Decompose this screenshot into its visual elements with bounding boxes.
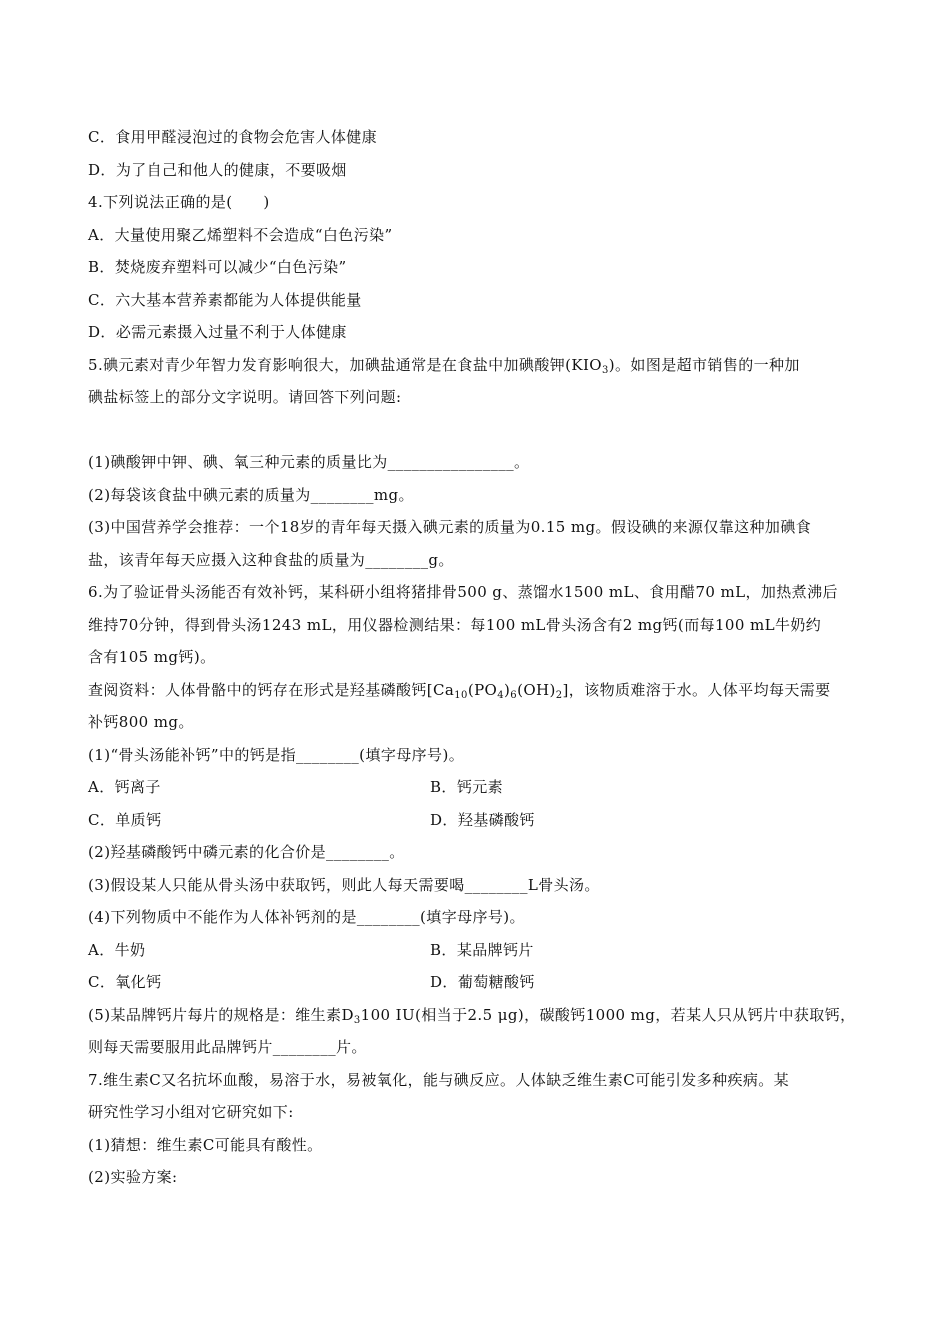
q5-part1: (1)碘酸钾中钾、碘、氧三种元素的质量比为________________。	[88, 453, 530, 471]
q6-part1-options-row2	[88, 804, 868, 837]
q6-part5-text-a: (5)某品牌钙片每片的规格是：维生素D	[88, 1005, 354, 1024]
q5-part2: (2)每袋该食盐中碘元素的质量为________mg。	[88, 485, 414, 504]
q7-stem-line1: 7.维生素C又名抗坏血酸，易溶于水，易被氧化，能与碘反应。人体缺乏维生素C可能引发多种疾病。某	[88, 1070, 790, 1089]
q4-option-b: B．焚烧废弃塑料可以减少“白色污染”	[88, 258, 347, 276]
q5-stem-subscript: 3	[602, 364, 609, 376]
q3-option-d: D．为了自己和他人的健康，不要吸烟	[88, 160, 347, 179]
q6-part4-option-a: A．牛奶	[88, 940, 146, 959]
q6-ref-text-c: )	[504, 680, 511, 699]
q4-option-a: A．大量使用聚乙烯塑料不会造成“白色污染”	[88, 225, 393, 244]
q6-part5-subscript: 3	[353, 1014, 361, 1026]
q6-reference-line1	[88, 674, 868, 707]
q5-stem-text-a: 5.碘元素对青少年智力发育影响很大，加碘盐通常是在食盐中加碘酸钾(KIO	[88, 355, 602, 374]
q6-ref-text-a: 查阅资料：人体骨骼中的钙存在形式是羟基磷酸钙[Ca	[88, 680, 455, 699]
q6-part2: (2)羟基磷酸钙中磷元素的化合价是________。	[88, 843, 405, 861]
q6-ref-sub1: 10	[454, 689, 468, 701]
q6-ref-text-b: (PO	[467, 680, 498, 699]
q6-ref-text-d: (OH)	[517, 680, 556, 699]
q6-part5-line1	[88, 999, 868, 1032]
q5-stem-text-b: )。如图是超市销售的一种加	[608, 355, 800, 374]
q6-ref-text-e: ]，该物质难溶于水。人体平均每天需要	[562, 680, 831, 699]
q7-part1: (1)猜想：维生素C可能具有酸性。	[88, 1135, 323, 1154]
label-image-placeholder	[88, 414, 868, 447]
q6-part1-option-b: B．钙元素	[430, 778, 504, 796]
q6-stem-line2: 维持70分钟，得到骨头汤1243 mL，用仪器检测结果：每100 mL骨头汤含有2 mg钙(而每100 mL牛奶约	[88, 615, 822, 634]
q6-part4-option-b: B．某品牌钙片	[430, 940, 534, 959]
q4-option-c: C．六大基本营养素都能为人体提供能量	[88, 290, 362, 309]
q5-stem-line1	[88, 349, 868, 382]
q5-stem-line2: 碘盐标签上的部分文字说明。请回答下列问题:	[88, 388, 402, 406]
q3-option-c: C．食用甲醛浸泡过的食物会危害人体健康	[88, 128, 378, 146]
q6-part1: (1)“骨头汤能补钙”中的钙是指________(填字母序号)。	[88, 745, 465, 764]
q6-part4-option-d: D．葡萄糖酸钙	[430, 973, 535, 991]
q6-reference-line2: 补钙800 mg。	[88, 713, 194, 731]
q6-part4-options-row2	[88, 966, 868, 999]
q6-part5-line2: 则每天需要服用此品牌钙片________片。	[88, 1038, 367, 1056]
q6-part1-option-d: D．羟基磷酸钙	[430, 810, 535, 829]
q4-stem: 4.下列说法正确的是( )	[88, 193, 270, 211]
q6-stem-line3: 含有105 mg钙)。	[88, 648, 216, 666]
q6-part1-option-a: A．钙离子	[88, 778, 161, 796]
q6-part4-option-c: C．氧化钙	[88, 973, 162, 991]
q6-ref-sub4: 2	[555, 689, 563, 701]
q5-part3-line2: 盐，该青年每天应摄入这种食盐的质量为________g。	[88, 550, 454, 569]
q6-part1-option-c: C．单质钙	[88, 810, 162, 829]
q6-part3: (3)假设某人只能从骨头汤中获取钙，则此人每天需要喝________L骨头汤。	[88, 875, 600, 894]
q6-part1-options-row1	[88, 771, 868, 804]
q6-ref-sub3: 6	[510, 689, 518, 701]
q6-stem-line1: 6.为了验证骨头汤能否有效补钙，某科研小组将猪排骨500 g、蒸馏水1500 mL、食用醋70 mL，加热煮沸后	[88, 583, 838, 601]
q6-part4-options-row1	[88, 934, 868, 967]
q7-part2: (2)实验方案:	[88, 1168, 178, 1186]
q7-stem-line2: 研究性学习小组对它研究如下:	[88, 1103, 294, 1121]
q6-part4: (4)下列物质中不能作为人体补钙剂的是________(填字母序号)。	[88, 908, 525, 926]
q6-part5-text-b: 100 IU(相当于2.5 μg)，碳酸钙1000 mg，若某人只从钙片中获取钙，	[360, 1005, 856, 1024]
q5-part3-line1: (3)中国营养学会推荐：一个18岁的青年每天摄入碘元素的质量为0.15 mg。假设碘的来源仅靠这种加碘食	[88, 518, 812, 536]
q6-ref-sub2: 4	[497, 689, 505, 701]
q4-option-d: D．必需元素摄入过量不利于人体健康	[88, 323, 347, 341]
document-page	[88, 121, 868, 1194]
